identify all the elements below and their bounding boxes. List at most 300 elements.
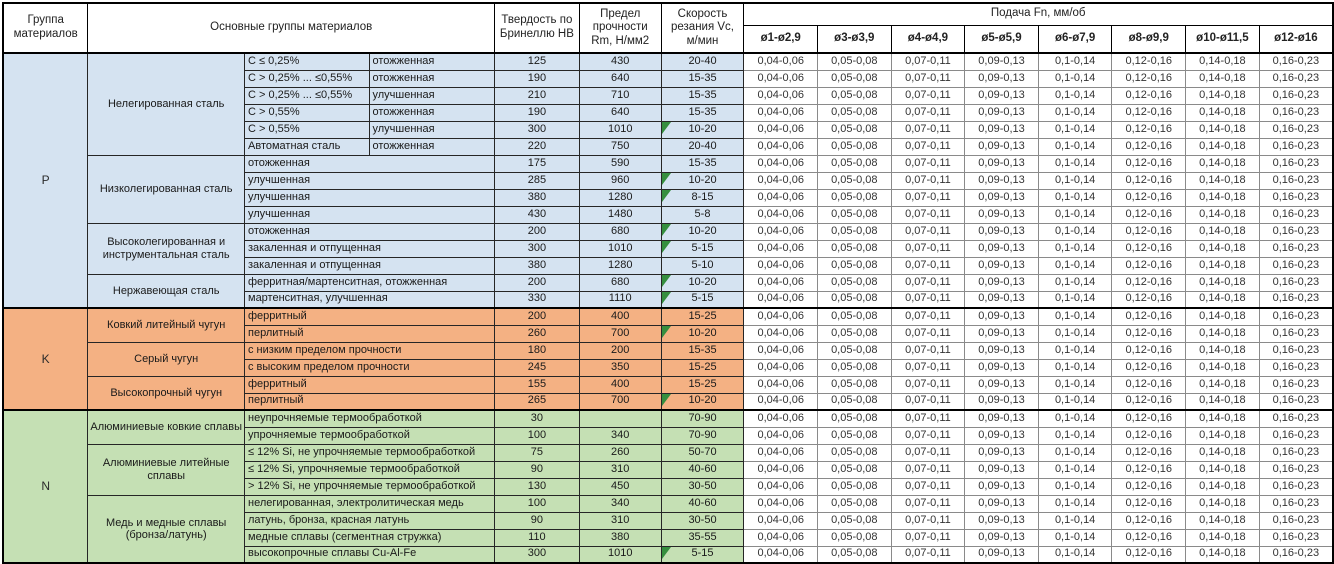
feed-value: 0,16-0,23 [1259,121,1333,138]
hardness-value: 380 [495,257,580,274]
feed-value: 0,12-0,16 [1112,308,1186,325]
comment-marker-icon [662,122,671,134]
strength-value: 700 [579,325,661,342]
feed-value: 0,09-0,13 [965,427,1039,444]
feed-value: 0,14-0,18 [1186,121,1260,138]
speed-cell [661,444,744,461]
feed-value: 0,04-0,06 [744,308,818,325]
feed-value: 0,12-0,16 [1112,291,1186,308]
table-row [3,274,1333,291]
materials-table [2,2,1334,564]
feed-value: 0,16-0,23 [1259,155,1333,172]
feed-value: 0,16-0,23 [1259,495,1333,512]
strength-value: 340 [579,427,661,444]
feed-value: 0,12-0,16 [1112,104,1186,121]
feed-value: 0,16-0,23 [1259,529,1333,546]
feed-value: 0,14-0,18 [1186,461,1260,478]
feed-value: 0,16-0,23 [1259,206,1333,223]
feed-value: 0,14-0,18 [1186,274,1260,291]
header-material-group: Группа материалов [3,3,88,53]
table-row [3,410,1333,427]
feed-value: 0,09-0,13 [965,121,1039,138]
feed-value: 0,04-0,06 [744,342,818,359]
material-spec: C > 0,55% [245,121,370,138]
table-row [3,155,1333,172]
material-state: отожженная [369,138,495,155]
speed-value: 70-90 [688,428,717,441]
feed-value: 0,1-0,14 [1038,223,1112,240]
feed-value: 0,09-0,13 [965,546,1039,563]
speed-cell [661,104,744,121]
speed-cell [661,172,744,189]
feed-value: 0,14-0,18 [1186,308,1260,325]
feed-value: 0,14-0,18 [1186,172,1260,189]
hardness-value: 260 [495,325,580,342]
strength-value: 640 [579,70,661,87]
hardness-value: 430 [495,206,580,223]
strength-value: 1110 [579,291,661,308]
subgroup-name: Медь и медные сплавы (бронза/латунь) [88,495,245,563]
feed-value: 0,14-0,18 [1186,427,1260,444]
speed-value: 15-25 [688,309,717,322]
material-condition: ферритный [245,376,495,393]
feed-value: 0,1-0,14 [1038,410,1112,427]
strength-value: 430 [579,53,661,70]
feed-value: 0,12-0,16 [1112,138,1186,155]
feed-value: 0,05-0,08 [818,53,892,70]
feed-value: 0,05-0,08 [818,342,892,359]
feed-value: 0,09-0,13 [965,376,1039,393]
feed-value: 0,12-0,16 [1112,342,1186,359]
feed-value: 0,1-0,14 [1038,427,1112,444]
feed-value: 0,07-0,11 [891,495,965,512]
speed-cell [661,274,744,291]
material-condition: латунь, бронза, красная латунь [245,512,495,529]
feed-value: 0,05-0,08 [818,206,892,223]
strength-value: 350 [579,359,661,376]
feed-value: 0,05-0,08 [818,155,892,172]
header-feed-diameter: ø10-ø11,5 [1186,25,1260,53]
feed-value: 0,09-0,13 [965,342,1039,359]
speed-value: 30-50 [688,479,717,492]
hardness-value: 180 [495,342,580,359]
speed-cell [661,495,744,512]
comment-marker-icon [662,173,671,185]
feed-value: 0,04-0,06 [744,189,818,206]
speed-cell [661,155,744,172]
comment-marker-icon [662,547,671,559]
feed-value: 0,09-0,13 [965,512,1039,529]
feed-value: 0,14-0,18 [1186,529,1260,546]
speed-cell [661,189,744,206]
speed-cell [661,410,744,427]
speed-cell [661,206,744,223]
table-row [3,376,1333,393]
feed-value: 0,16-0,23 [1259,444,1333,461]
feed-value: 0,14-0,18 [1186,70,1260,87]
speed-cell [661,70,744,87]
header-feed-diameter: ø1-ø2,9 [744,25,818,53]
speed-value: 5-10 [691,258,714,271]
table-row [3,223,1333,240]
speed-cell [661,308,744,325]
feed-value: 0,1-0,14 [1038,172,1112,189]
speed-cell [661,53,744,70]
header-feed-diameter: ø5-ø5,9 [965,25,1039,53]
feed-value: 0,12-0,16 [1112,155,1186,172]
feed-value: 0,05-0,08 [818,512,892,529]
hardness-value: 200 [495,308,580,325]
speed-value: 35-55 [688,530,717,543]
feed-value: 0,04-0,06 [744,444,818,461]
material-spec: C > 0,55% [245,104,370,121]
hardness-value: 200 [495,274,580,291]
comment-marker-icon [662,326,671,338]
material-condition: мартенситная, улучшенная [245,291,495,308]
comment-marker-icon [662,292,671,304]
feed-value: 0,07-0,11 [891,393,965,410]
subgroup-name: Нелегированная сталь [88,53,245,155]
feed-value: 0,05-0,08 [818,546,892,563]
speed-value: 15-35 [688,105,717,118]
hardness-value: 300 [495,546,580,563]
feed-value: 0,14-0,18 [1186,189,1260,206]
speed-value: 15-25 [688,360,717,373]
feed-value: 0,1-0,14 [1038,189,1112,206]
feed-value: 0,09-0,13 [965,444,1039,461]
speed-value: 5-15 [691,241,714,254]
strength-value: 710 [579,87,661,104]
hardness-value: 90 [495,512,580,529]
feed-value: 0,12-0,16 [1112,325,1186,342]
material-spec: Автоматная сталь [245,138,370,155]
feed-value: 0,09-0,13 [965,155,1039,172]
strength-value: 750 [579,138,661,155]
feed-value: 0,14-0,18 [1186,257,1260,274]
hardness-value: 75 [495,444,580,461]
feed-value: 0,05-0,08 [818,121,892,138]
feed-value: 0,04-0,06 [744,512,818,529]
feed-value: 0,09-0,13 [965,461,1039,478]
feed-value: 0,12-0,16 [1112,512,1186,529]
strength-value: 960 [579,172,661,189]
feed-value: 0,14-0,18 [1186,495,1260,512]
feed-value: 0,12-0,16 [1112,172,1186,189]
feed-value: 0,16-0,23 [1259,172,1333,189]
feed-value: 0,16-0,23 [1259,461,1333,478]
feed-value: 0,04-0,06 [744,53,818,70]
feed-value: 0,05-0,08 [818,240,892,257]
material-condition: ферритная/мартенситная, отожженная [245,274,495,291]
speed-cell [661,223,744,240]
hardness-value: 300 [495,121,580,138]
feed-value: 0,04-0,06 [744,104,818,121]
strength-value: 700 [579,393,661,410]
subgroup-name: Серый чугун [88,342,245,376]
feed-value: 0,12-0,16 [1112,121,1186,138]
feed-value: 0,05-0,08 [818,87,892,104]
speed-value: 10-20 [688,173,717,186]
feed-value: 0,12-0,16 [1112,53,1186,70]
speed-cell [661,291,744,308]
material-condition: улучшенная [245,172,495,189]
feed-value: 0,14-0,18 [1186,291,1260,308]
material-state: отожженная [369,53,495,70]
strength-value: 680 [579,274,661,291]
feed-value: 0,09-0,13 [965,478,1039,495]
feed-value: 0,12-0,16 [1112,240,1186,257]
feed-value: 0,14-0,18 [1186,393,1260,410]
feed-value: 0,1-0,14 [1038,274,1112,291]
feed-value: 0,1-0,14 [1038,240,1112,257]
feed-value: 0,07-0,11 [891,172,965,189]
hardness-value: 100 [495,495,580,512]
feed-value: 0,09-0,13 [965,223,1039,240]
feed-value: 0,07-0,11 [891,376,965,393]
hardness-value: 90 [495,461,580,478]
feed-value: 0,05-0,08 [818,376,892,393]
feed-value: 0,12-0,16 [1112,87,1186,104]
table-row [3,342,1333,359]
hardness-value: 285 [495,172,580,189]
feed-value: 0,1-0,14 [1038,546,1112,563]
material-condition: высокопрочные сплавы Cu-Al-Fe [245,546,495,563]
material-condition: медные сплавы (сегментная стружка) [245,529,495,546]
feed-value: 0,16-0,23 [1259,342,1333,359]
feed-value: 0,16-0,23 [1259,308,1333,325]
comment-marker-icon [662,224,671,236]
feed-value: 0,12-0,16 [1112,529,1186,546]
feed-value: 0,16-0,23 [1259,104,1333,121]
feed-value: 0,04-0,06 [744,240,818,257]
hardness-value: 155 [495,376,580,393]
material-condition: улучшенная [245,206,495,223]
feed-value: 0,14-0,18 [1186,410,1260,427]
strength-value: 200 [579,342,661,359]
feed-value: 0,1-0,14 [1038,70,1112,87]
header-feed-diameter: ø4-ø4,9 [891,25,965,53]
feed-value: 0,14-0,18 [1186,240,1260,257]
feed-value: 0,07-0,11 [891,291,965,308]
feed-value: 0,12-0,16 [1112,461,1186,478]
feed-value: 0,05-0,08 [818,325,892,342]
feed-value: 0,07-0,11 [891,342,965,359]
feed-value: 0,14-0,18 [1186,546,1260,563]
feed-value: 0,04-0,06 [744,529,818,546]
feed-value: 0,1-0,14 [1038,512,1112,529]
strength-value: 680 [579,223,661,240]
speed-cell [661,138,744,155]
feed-value: 0,04-0,06 [744,325,818,342]
feed-value: 0,05-0,08 [818,172,892,189]
feed-value: 0,12-0,16 [1112,427,1186,444]
speed-value: 10-20 [688,224,717,237]
feed-value: 0,12-0,16 [1112,223,1186,240]
hardness-value: 175 [495,155,580,172]
speed-value: 15-25 [688,377,717,390]
material-condition: перлитный [245,325,495,342]
strength-value: 340 [579,495,661,512]
feed-value: 0,1-0,14 [1038,325,1112,342]
feed-value: 0,12-0,16 [1112,478,1186,495]
header-hardness: Твердость по Бринеллю HB [495,3,580,53]
subgroup-name: Алюминиевые литейные сплавы [88,444,245,495]
feed-value: 0,09-0,13 [965,53,1039,70]
feed-value: 0,07-0,11 [891,410,965,427]
feed-value: 0,05-0,08 [818,257,892,274]
strength-value: 1280 [579,189,661,206]
subgroup-name: Алюминиевые ковкие сплавы [88,410,245,444]
feed-value: 0,07-0,11 [891,138,965,155]
strength-value: 400 [579,376,661,393]
feed-value: 0,1-0,14 [1038,444,1112,461]
speed-value: 5-15 [691,292,714,305]
speed-value: 40-60 [688,462,717,475]
feed-value: 0,05-0,08 [818,359,892,376]
feed-value: 0,07-0,11 [891,189,965,206]
material-state: улучшенная [369,87,495,104]
material-condition: ≤ 12% Si, упрочняемые термообработкой [245,461,495,478]
comment-marker-icon [662,190,671,202]
material-condition: > 12% Si, не упрочняемые термообработкой [245,478,495,495]
feed-value: 0,05-0,08 [818,189,892,206]
material-condition: упрочняемые термообработкой [245,427,495,444]
speed-cell [661,342,744,359]
feed-value: 0,04-0,06 [744,172,818,189]
comment-marker-icon [662,241,671,253]
feed-value: 0,05-0,08 [818,104,892,121]
feed-value: 0,09-0,13 [965,70,1039,87]
feed-value: 0,16-0,23 [1259,393,1333,410]
material-condition: ≤ 12% Si, не упрочняемые термообработкой [245,444,495,461]
feed-value: 0,1-0,14 [1038,461,1112,478]
feed-value: 0,16-0,23 [1259,257,1333,274]
feed-value: 0,14-0,18 [1186,512,1260,529]
table-row [3,444,1333,461]
feed-value: 0,1-0,14 [1038,376,1112,393]
feed-value: 0,09-0,13 [965,291,1039,308]
feed-value: 0,05-0,08 [818,308,892,325]
feed-value: 0,04-0,06 [744,546,818,563]
feed-value: 0,1-0,14 [1038,529,1112,546]
speed-cell [661,376,744,393]
hardness-value: 380 [495,189,580,206]
feed-value: 0,14-0,18 [1186,206,1260,223]
speed-value: 10-20 [688,122,717,135]
feed-value: 0,14-0,18 [1186,104,1260,121]
feed-value: 0,07-0,11 [891,257,965,274]
speed-value: 5-15 [691,547,714,560]
feed-value: 0,04-0,06 [744,257,818,274]
feed-value: 0,09-0,13 [965,325,1039,342]
feed-value: 0,14-0,18 [1186,223,1260,240]
feed-value: 0,16-0,23 [1259,70,1333,87]
feed-value: 0,04-0,06 [744,376,818,393]
table-row [3,53,1333,70]
feed-value: 0,09-0,13 [965,495,1039,512]
feed-value: 0,04-0,06 [744,274,818,291]
feed-value: 0,04-0,06 [744,393,818,410]
feed-value: 0,04-0,06 [744,495,818,512]
feed-value: 0,05-0,08 [818,461,892,478]
strength-value: 380 [579,529,661,546]
strength-value: 310 [579,461,661,478]
feed-value: 0,05-0,08 [818,393,892,410]
feed-value: 0,14-0,18 [1186,342,1260,359]
header-feed-diameter: ø3-ø3,9 [818,25,892,53]
material-condition: улучшенная [245,189,495,206]
feed-value: 0,04-0,06 [744,121,818,138]
feed-value: 0,04-0,06 [744,70,818,87]
strength-value: 400 [579,308,661,325]
hardness-value: 220 [495,138,580,155]
header-speed: Скорость резания Vc, м/мин [661,3,744,53]
hardness-value: 200 [495,223,580,240]
strength-value: 590 [579,155,661,172]
feed-value: 0,16-0,23 [1259,427,1333,444]
feed-value: 0,04-0,06 [744,410,818,427]
speed-value: 40-60 [688,496,717,509]
speed-value: 15-35 [688,156,717,169]
feed-value: 0,12-0,16 [1112,376,1186,393]
feed-value: 0,16-0,23 [1259,410,1333,427]
speed-value: 8-15 [691,190,714,203]
strength-value: 1480 [579,206,661,223]
strength-value: 310 [579,512,661,529]
feed-value: 0,16-0,23 [1259,53,1333,70]
feed-value: 0,16-0,23 [1259,478,1333,495]
strength-value: 1280 [579,257,661,274]
comment-marker-icon [662,275,671,287]
table-row [3,495,1333,512]
material-condition: неупрочняемые термообработкой [245,410,495,427]
material-condition: отожженная [245,155,495,172]
hardness-value: 265 [495,393,580,410]
subgroup-name: Высокопрочный чугун [88,376,245,410]
feed-value: 0,16-0,23 [1259,223,1333,240]
feed-value: 0,09-0,13 [965,206,1039,223]
feed-value: 0,1-0,14 [1038,138,1112,155]
feed-value: 0,07-0,11 [891,529,965,546]
feed-value: 0,09-0,13 [965,393,1039,410]
feed-value: 0,07-0,11 [891,427,965,444]
feed-value: 0,07-0,11 [891,274,965,291]
speed-cell [661,546,744,563]
feed-value: 0,12-0,16 [1112,274,1186,291]
speed-value: 50-70 [688,445,717,458]
subgroup-name: Низколегированная сталь [88,155,245,223]
feed-value: 0,07-0,11 [891,87,965,104]
feed-value: 0,1-0,14 [1038,478,1112,495]
feed-value: 0,1-0,14 [1038,308,1112,325]
feed-value: 0,16-0,23 [1259,87,1333,104]
feed-value: 0,04-0,06 [744,359,818,376]
feed-value: 0,14-0,18 [1186,155,1260,172]
speed-cell [661,512,744,529]
feed-value: 0,16-0,23 [1259,512,1333,529]
speed-value: 30-50 [688,513,717,526]
hardness-value: 190 [495,70,580,87]
feed-value: 0,1-0,14 [1038,257,1112,274]
feed-value: 0,09-0,13 [965,529,1039,546]
strength-value: 640 [579,104,661,121]
material-condition: закаленная и отпущенная [245,257,495,274]
feed-value: 0,04-0,06 [744,138,818,155]
speed-value: 10-20 [688,394,717,407]
feed-value: 0,16-0,23 [1259,189,1333,206]
material-state: отожженная [369,70,495,87]
speed-cell [661,359,744,376]
